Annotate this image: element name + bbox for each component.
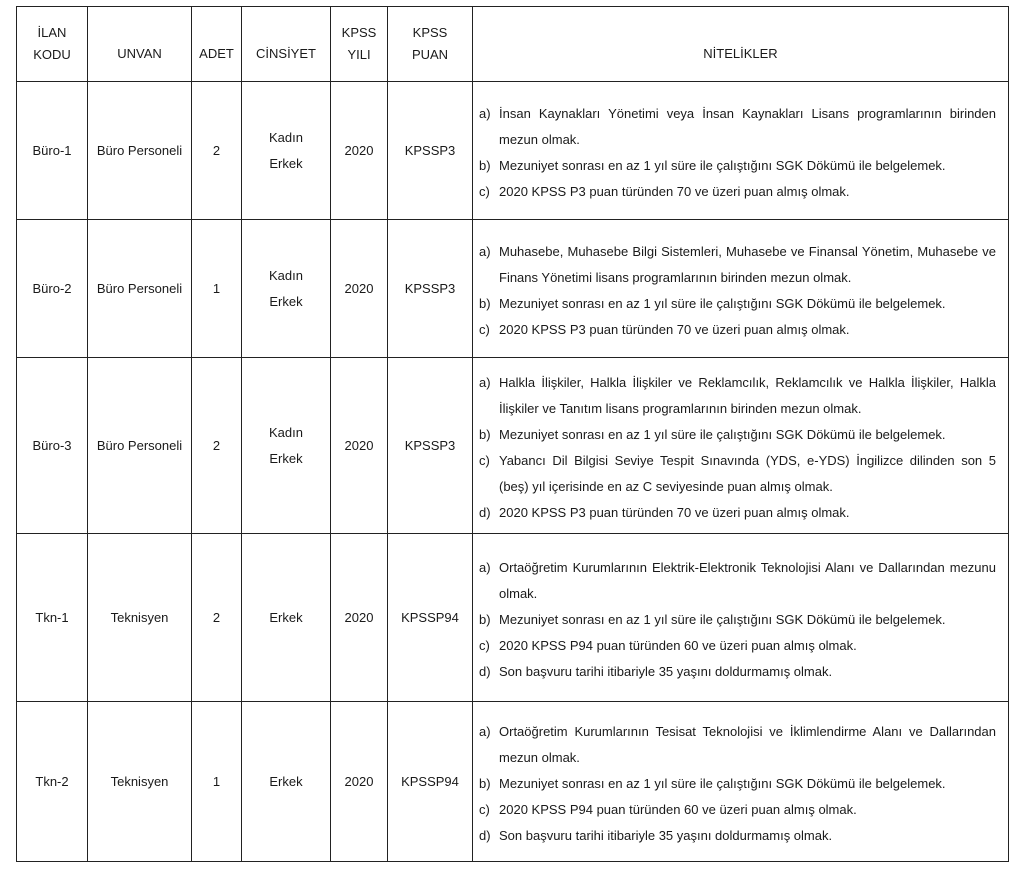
nitelik-item [479, 659, 996, 685]
nitelik-item [479, 101, 996, 153]
header-cinsiyet [242, 7, 331, 82]
header-kpss-yili [331, 7, 388, 82]
nitelik-item [479, 797, 996, 823]
unvan-cell: Teknisyen [88, 702, 192, 862]
nitelik-item [479, 422, 996, 448]
header-unvan-label: UNVAN [117, 46, 162, 61]
nitelik-letter: b) [479, 775, 491, 791]
nitelik-item [479, 771, 996, 797]
header-kpss-puan-line2: PUAN [411, 47, 449, 62]
nitelik-item [479, 317, 996, 343]
nitelik-letter: a) [479, 243, 491, 259]
nitelik-text: Muhasebe, Muhasebe Bilgi Sistemleri, Muhasebe ve Finansal Yönetim, Muhasebe ve Finans Yönetimi lisans programlarının birinden mezun olmak. [499, 243, 996, 285]
nitelik-text: Mezuniyet sonrası en az 1 yıl süre ile çalıştığını SGK Dökümü ile belgelemek. [499, 611, 946, 627]
adet-cell: 2 [192, 358, 242, 534]
nitelik-letter: b) [479, 295, 491, 311]
nitelik-letter: c) [479, 801, 490, 817]
nitelik-text: 2020 KPSS P3 puan türünden 70 ve üzeri puan almış olmak. [499, 321, 850, 337]
kpss-puan-cell: KPSSP94 [388, 702, 473, 862]
header-nitelikler [473, 7, 1009, 82]
kpss-puan-cell: KPSSP3 [388, 220, 473, 358]
nitelikler-cell [473, 534, 1009, 702]
cinsiyet-value: Kadın [269, 424, 303, 440]
header-cinsiyet-label: CİNSİYET [256, 46, 316, 61]
job-listing-table [16, 6, 1009, 862]
nitelik-letter: b) [479, 157, 491, 173]
nitelik-text: 2020 KPSS P94 puan türünden 60 ve üzeri puan almış olmak. [499, 801, 857, 817]
cinsiyet-value: Erkek [269, 450, 303, 466]
nitelik-item [479, 179, 996, 205]
nitelik-text: 2020 KPSS P3 puan türünden 70 ve üzeri puan almış olmak. [499, 183, 850, 199]
cinsiyet-cell [242, 220, 331, 358]
kpss-puan-cell: KPSSP94 [388, 534, 473, 702]
header-unvan [88, 7, 192, 82]
nitelik-item [479, 633, 996, 659]
nitelik-text: Mezuniyet sonrası en az 1 yıl süre ile çalıştığını SGK Dökümü ile belgelemek. [499, 775, 946, 791]
nitelik-text: Son başvuru tarihi itibariyle 35 yaşını doldurmamış olmak. [499, 663, 833, 679]
unvan-cell: Büro Personeli [88, 82, 192, 220]
nitelik-text: Ortaöğretim Kurumlarının Elektrik-Elektronik Teknolojisi Alanı ve Dallarından mezunu olmak. [499, 559, 996, 601]
nitelik-text: 2020 KPSS P3 puan türünden 70 ve üzeri puan almış olmak. [499, 504, 850, 520]
nitelik-item [479, 291, 996, 317]
ilan-kodu-cell: Büro-2 [17, 220, 88, 358]
table-row [17, 358, 1009, 534]
cinsiyet-value: Erkek [269, 773, 303, 789]
nitelik-text: Son başvuru tarihi itibariyle 35 yaşını doldurmamış olmak. [499, 827, 833, 843]
cinsiyet-value: Erkek [269, 293, 303, 309]
kpss-yili-cell: 2020 [331, 220, 388, 358]
nitelik-item [479, 555, 996, 607]
cinsiyet-cell [242, 534, 331, 702]
nitelik-text: Halkla İlişkiler, Halkla İlişkiler ve Reklamcılık, Reklamcılık ve Halkla İlişkiler, Halkla İlişkiler ve Tanıtım lisans programlarının birinden mezun olmak. [499, 374, 996, 416]
header-ilan-kodu [17, 7, 88, 82]
ilan-kodu-cell: Tkn-2 [17, 702, 88, 862]
nitelik-letter: a) [479, 105, 491, 121]
cinsiyet-value: Kadın [269, 129, 303, 145]
unvan-cell: Büro Personeli [88, 358, 192, 534]
nitelik-letter: b) [479, 611, 491, 627]
nitelik-letter: c) [479, 637, 490, 653]
nitelik-letter: c) [479, 183, 490, 199]
header-kpss-puan-line1: KPSS [412, 25, 448, 40]
nitelik-letter: c) [479, 321, 490, 337]
header-kpss-puan [388, 7, 473, 82]
nitelik-letter: c) [479, 452, 490, 468]
nitelik-text: Mezuniyet sonrası en az 1 yıl süre ile çalıştığını SGK Dökümü ile belgelemek. [499, 157, 946, 173]
unvan-cell: Büro Personeli [88, 220, 192, 358]
nitelik-text: Ortaöğretim Kurumlarının Tesisat Teknolojisi ve İklimlendirme Alanı ve Dallarından mezun olmak. [499, 723, 996, 765]
kpss-yili-cell: 2020 [331, 702, 388, 862]
ilan-kodu-cell: Tkn-1 [17, 534, 88, 702]
header-ilan-kodu-line1: İLAN [37, 25, 67, 40]
nitelik-text: Yabancı Dil Bilgisi Seviye Tespit Sınavında (YDS, e-YDS) İngilizce dilinden son 5 (beş) yıl içerisinde en az C seviyesinde puan almış olmak. [499, 452, 996, 494]
adet-cell: 1 [192, 220, 242, 358]
adet-cell: 1 [192, 702, 242, 862]
adet-cell: 2 [192, 82, 242, 220]
header-kpss-yili-line1: KPSS [341, 25, 377, 40]
nitelik-item [479, 448, 996, 500]
nitelik-item [479, 719, 996, 771]
unvan-cell: Teknisyen [88, 534, 192, 702]
adet-cell: 2 [192, 534, 242, 702]
kpss-yili-cell: 2020 [331, 82, 388, 220]
header-kpss-yili-line2: YILI [347, 47, 371, 62]
nitelik-text: Mezuniyet sonrası en az 1 yıl süre ile çalıştığını SGK Dökümü ile belgelemek. [499, 295, 946, 311]
nitelik-item [479, 370, 996, 422]
ilan-kodu-cell: Büro-1 [17, 82, 88, 220]
nitelikler-cell [473, 702, 1009, 862]
nitelik-letter: a) [479, 559, 491, 575]
nitelik-item [479, 823, 996, 849]
header-nitelikler-label: NİTELİKLER [703, 46, 778, 61]
table-row [17, 702, 1009, 862]
nitelik-item [479, 239, 996, 291]
header-adet [192, 7, 242, 82]
header-row [17, 7, 1009, 82]
nitelikler-cell [473, 82, 1009, 220]
cinsiyet-cell [242, 358, 331, 534]
cinsiyet-value: Kadın [269, 267, 303, 283]
header-ilan-kodu-line2: KODU [33, 47, 71, 62]
table-row [17, 534, 1009, 702]
nitelik-item [479, 500, 996, 526]
nitelik-letter: d) [479, 663, 491, 679]
nitelik-text: Mezuniyet sonrası en az 1 yıl süre ile çalıştığını SGK Dökümü ile belgelemek. [499, 426, 946, 442]
nitelik-letter: b) [479, 426, 491, 442]
nitelik-item [479, 607, 996, 633]
cinsiyet-value: Erkek [269, 609, 303, 625]
nitelik-letter: a) [479, 723, 491, 739]
nitelikler-cell [473, 358, 1009, 534]
kpss-puan-cell: KPSSP3 [388, 358, 473, 534]
cinsiyet-cell [242, 702, 331, 862]
nitelik-text: İnsan Kaynakları Yönetimi veya İnsan Kaynakları Lisans programlarının birinden mezun olmak. [499, 105, 996, 147]
kpss-yili-cell: 2020 [331, 534, 388, 702]
kpss-puan-cell: KPSSP3 [388, 82, 473, 220]
nitelik-letter: a) [479, 374, 491, 390]
table-row [17, 220, 1009, 358]
cinsiyet-value: Erkek [269, 155, 303, 171]
header-adet-label: ADET [199, 46, 234, 61]
ilan-kodu-cell: Büro-3 [17, 358, 88, 534]
table-row [17, 82, 1009, 220]
nitelik-text: 2020 KPSS P94 puan türünden 60 ve üzeri puan almış olmak. [499, 637, 857, 653]
kpss-yili-cell: 2020 [331, 358, 388, 534]
nitelik-letter: d) [479, 827, 491, 843]
cinsiyet-cell [242, 82, 331, 220]
nitelikler-cell [473, 220, 1009, 358]
nitelik-item [479, 153, 996, 179]
nitelik-letter: d) [479, 504, 491, 520]
